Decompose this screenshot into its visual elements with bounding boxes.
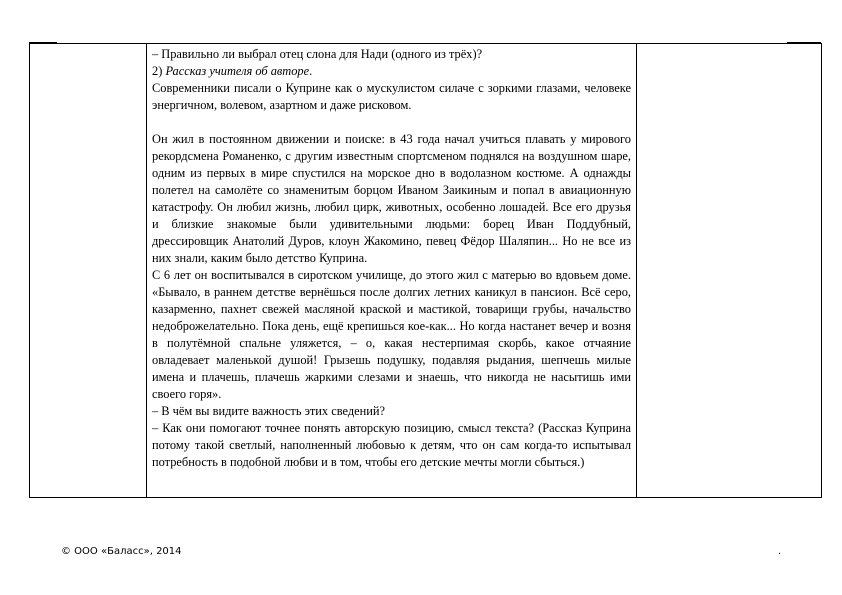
contemporaries-paragraph: Современники писали о Куприне как о мускулистом силаче с зоркими глазами, человеке энергичном, волевом, азартном и даже рисковом. bbox=[152, 81, 631, 112]
question-importance: – В чём вы видите важность этих сведений? bbox=[152, 404, 386, 418]
stage-cell bbox=[30, 44, 147, 498]
story-number: 2) bbox=[152, 64, 163, 78]
notes-cell bbox=[637, 44, 822, 498]
orphan-paragraph: С 6 лет он воспитывался в сиротском училище, до этого жил с матерью во вдовьем доме. «Бывало, в раннем детстве вернёшься после долгих летних каникул в пансион. Всё серо, казарменно, пахнет свежей масляной краской и мастикой, товарищи грубы, начальство недоброжелательно. Пока день, ещё крепишься кое-как... Но когда настанет вечер и возня в полутёмной спальне уляжется, – о, какая нестерпимая скорбь, какое отчаяние овладевает маленькой душой! Грызешь подушку, подавляя рыдания, шепчешь милые имена и плачешь, плачешь жаркими слезами и знаешь, что никогда не насытишь ими своего горя». bbox=[152, 268, 631, 401]
lesson-plan-table bbox=[29, 43, 822, 498]
lesson-content bbox=[147, 44, 636, 471]
content-cell bbox=[147, 44, 637, 498]
footer-page-mark: . bbox=[778, 546, 782, 557]
table-row bbox=[30, 44, 822, 498]
footer-copyright: © ООО «Баласс», 2014 bbox=[61, 546, 182, 557]
movement-paragraph: Он жил в постоянном движении и поиске: в 43 года начал учиться плавать у мирового рекордсмена Романенко, с другим известным спортсменом поднялся на воздушном шаре, одним из первых в мире спустился на морское дно в водолазном костюме. А однажды полетел на самолёте со знаменитым борцом Иваном Заикиным и попал в авиационную катастрофу. Он любил жизнь, любил цирк, животных, особенно лошадей. Все его друзья и близкие знакомые были удивительными людьми: борец Иван Поддубный, дрессировщик Анатолий Дуров, клоун Жакомино, певец Фёдор Шаляпин... Но не все из них знали, каким было детство Куприна. bbox=[152, 132, 631, 265]
question-author-position: – Как они помогают точнее понять авторскую позицию, смысл текста? (Рассказ Куприна потому такой светлый, наполненный любовью к детям, что он сам когда-то испытывал потребность в подобной любви и в том, чтобы его детские мечты могли сбыться.) bbox=[152, 421, 631, 469]
story-heading-end: . bbox=[309, 64, 313, 78]
story-heading: Рассказ учителя об авторе bbox=[165, 64, 310, 78]
question-elephant: – Правильно ли выбрал отец слона для Нади (одного из трёх)? bbox=[152, 47, 483, 61]
story-heading-line bbox=[152, 63, 631, 80]
